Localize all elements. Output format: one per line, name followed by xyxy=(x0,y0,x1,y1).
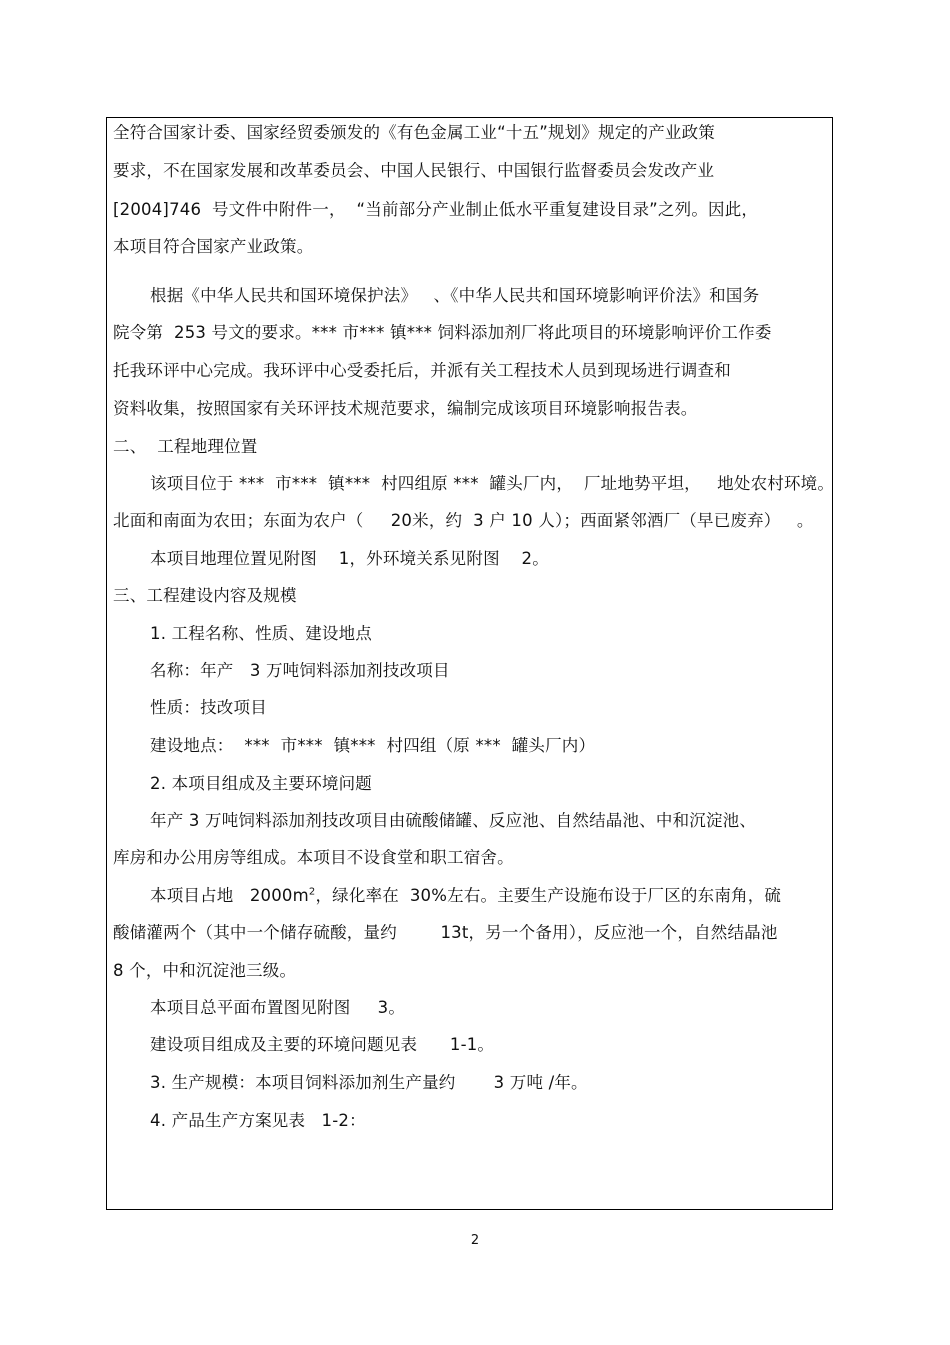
item-heading: 2. 本项目组成及主要环境问题 xyxy=(150,774,372,793)
text-line: 酸储灌两个（其中一个储存硫酸，量约 13t，另一个备用），反应池一个，自然结晶池 xyxy=(113,923,778,942)
text-segment: 本项目占地 2000m xyxy=(150,886,309,905)
section-heading: 三、工程建设内容及规模 xyxy=(113,586,297,605)
text-line: 该项目位于 *** 市*** 镇*** 村四组原 *** 罐头厂内， 厂址地势平坦， 地处农村环境。 xyxy=(150,474,835,493)
item-heading: 3. 生产规模：本项目饲料添加剂生产量约 3 万吨 /年。 xyxy=(150,1073,588,1092)
page-number: 2 xyxy=(470,1233,480,1248)
text-line: 库房和办公用房等组成。本项目不设食堂和职工宿舍。 xyxy=(113,848,514,867)
text-line: 资料收集，按照国家有关环评技术规范要求，编制完成该项目环境影响报告表。 xyxy=(113,399,698,418)
text-line: 根据《中华人民共和国环境保护法》 、《中华人民共和国环境影响评价法》和国务 xyxy=(150,286,760,305)
text-segment: ，绿化率在 30%左右。主要生产设施布设于厂区的东南角，硫 xyxy=(315,886,782,905)
text-line: 8 个，中和沉淀池三级。 xyxy=(113,961,297,980)
text-line: 全符合国家计委、国家经贸委颁发的《有色金属工业“十五”规划》规定的产业政策 xyxy=(113,123,715,142)
text-line: 本项目符合国家产业政策。 xyxy=(113,237,314,256)
text-line: 托我环评中心完成。我环评中心受委托后，并派有关工程技术人员到现场进行调查和 xyxy=(113,361,731,380)
text-line: 名称：年产 3 万吨饲料添加剂技改项目 xyxy=(150,661,450,680)
item-heading: 1. 工程名称、性质、建设地点 xyxy=(150,624,372,643)
text-line xyxy=(150,885,781,907)
superscript: 2 xyxy=(308,886,316,898)
section-heading: 二、 工程地理位置 xyxy=(113,437,258,456)
text-line: [2004]746 号文件中附件一， “当前部分产业制止低水平重复建设目录”之列。因此， xyxy=(113,200,759,219)
text-line: 建设地点： *** 市*** 镇*** 村四组（原 *** 罐头厂内） xyxy=(150,736,596,755)
text-line: 院令第 253 号文的要求。*** 市*** 镇*** 饲料添加剂厂将此项目的环境影响评价工作委 xyxy=(113,323,772,342)
text-line: 要求，不在国家发展和改革委员会、中国人民银行、中国银行监督委员会发改产业 xyxy=(113,161,715,180)
text-line: 年产 3 万吨饲料添加剂技改项目由硫酸储罐、反应池、自然结晶池、中和沉淀池、 xyxy=(150,811,757,830)
text-line: 北面和南面为农田；东面为农户（ 20米，约 3 户 10 人）；西面紧邻酒厂（早已废弃） 。 xyxy=(113,511,814,530)
item-heading: 4. 产品生产方案见表 1-2： xyxy=(150,1111,366,1130)
text-line: 本项目总平面布置图见附图 3。 xyxy=(150,998,406,1017)
text-line: 性质：技改项目 xyxy=(150,698,267,717)
text-line: 本项目地理位置见附图 1，外环境关系见附图 2。 xyxy=(150,549,549,568)
text-line: 建设项目组成及主要的环境问题见表 1-1。 xyxy=(150,1035,495,1054)
